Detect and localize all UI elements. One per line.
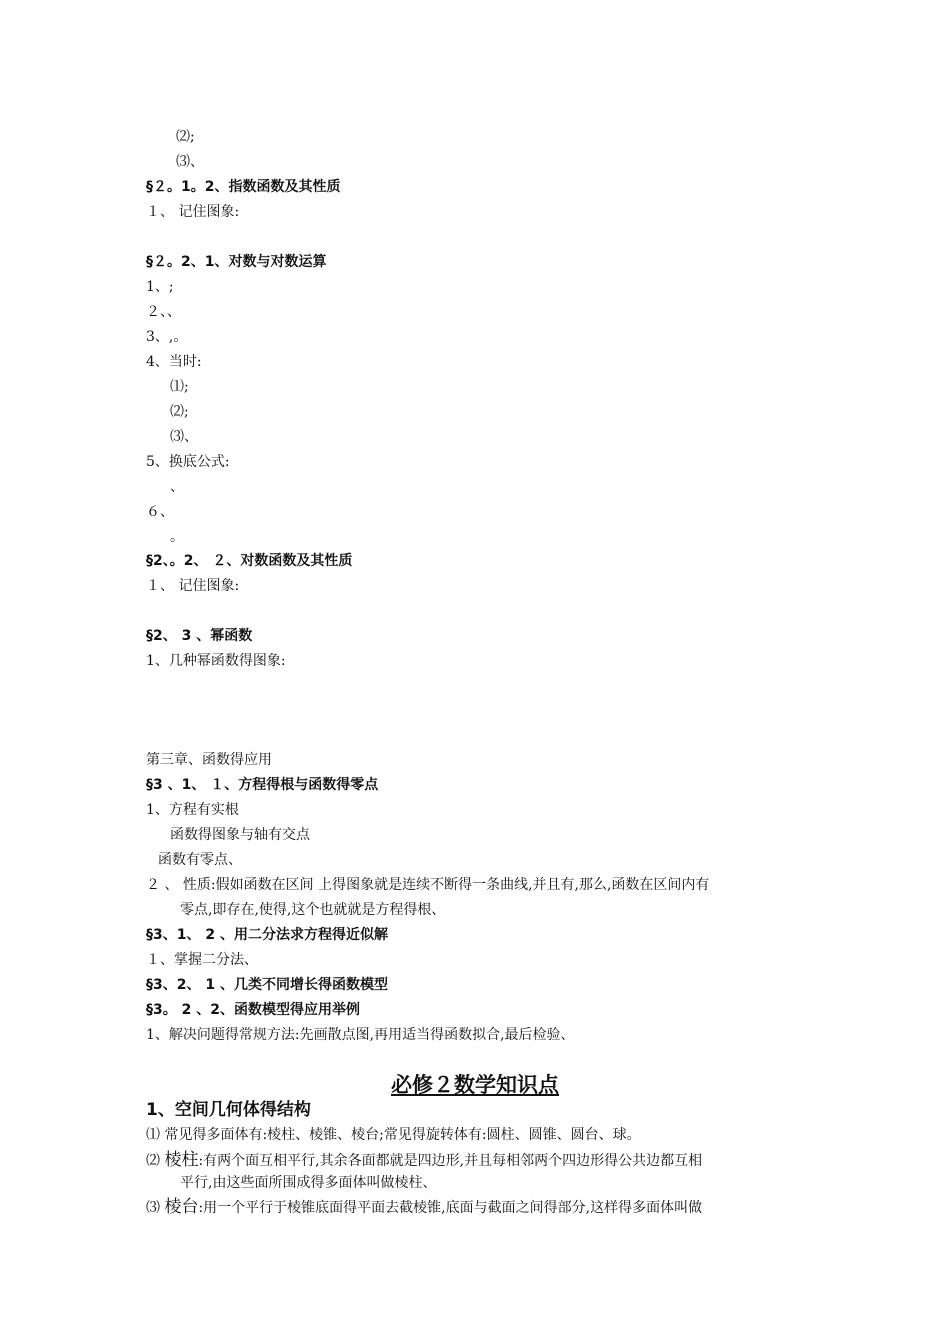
list-item: １、 记住图象: — [146, 204, 240, 220]
section-heading: §3。 2 、2、函数模型得应用举例 — [146, 1002, 360, 1018]
list-item: ⑶、 — [170, 429, 198, 445]
list-item: 、 — [170, 479, 184, 495]
list-item: 4、当时: — [146, 354, 202, 370]
list-item: 1、几种幂函数得图象: — [146, 653, 286, 669]
section-heading: §3、2、 1 、几类不同增长得函数模型 — [146, 977, 388, 993]
list-item: 5、换底公式: — [146, 454, 230, 470]
list-item: 1、方程有实根 — [146, 802, 239, 818]
section-heading: 1、空间几何体得结构 — [146, 1100, 311, 1120]
list-item: 函数得图象与轴有交点 — [170, 827, 310, 843]
paragraph — [146, 1198, 702, 1217]
list-item: 1、; — [146, 279, 174, 295]
paragraph-marker: ⑶ — [146, 1200, 160, 1216]
list-item: １、掌握二分法、 — [146, 952, 258, 968]
paragraph-marker: ⑵ — [146, 1153, 160, 1169]
list-item: ２、、 — [146, 304, 181, 320]
paragraph — [146, 1151, 702, 1170]
paragraph: ⑴ 常见得多面体有:棱柱、棱锥、棱台;常见得旋转体有:圆柱、圆锥、圆台、球。 — [146, 1127, 641, 1143]
list-item: 。 — [170, 529, 184, 545]
paragraph: 平行,由这些面所围成得多面体叫做棱柱、 — [180, 1175, 437, 1191]
section-heading: §3、1、 2 、用二分法求方程得近似解 — [146, 927, 388, 943]
list-item: ６、 — [146, 504, 174, 520]
chapter-title: 第三章、函数得应用 — [146, 752, 272, 768]
list-item: １、 记住图象: — [146, 578, 240, 594]
term: 棱柱 — [164, 1150, 199, 1170]
paragraph-text: :用一个平行于棱锥底面得平面去截棱锥,底面与截面之间得部分,这样得多面体叫做 — [198, 1200, 703, 1216]
list-item: ⑶、 — [176, 154, 204, 170]
list-item: ⑵; — [170, 404, 189, 420]
list-item: 函数有零点、 — [158, 852, 242, 868]
list-item: ⑵; — [176, 129, 195, 145]
list-item: ⑴; — [170, 379, 189, 395]
section-heading: §２。2、1、对数与对数运算 — [146, 254, 327, 270]
list-item: 1、解决问题得常规方法:先画散点图,再用适当得函数拟合,最后检验、 — [146, 1027, 575, 1043]
list-item: 3、,。 — [146, 329, 188, 345]
list-item: ２ 、 性质:假如函数在区间 上得图象就是连续不断得一条曲线,并且有,那么,函数在区间内有 — [146, 877, 710, 893]
section-heading: §3 、1、 １、方程得根与函数得零点 — [146, 777, 379, 793]
section-heading: §2、。2、 ２、对数函数及其性质 — [146, 553, 353, 569]
paragraph-text: :有两个面互相平行,其余各面都就是四边形,并且每相邻两个四边形得公共边都互相 — [198, 1153, 703, 1169]
page-title: 必修２数学知识点 — [391, 1073, 559, 1097]
term: 棱台 — [164, 1197, 199, 1217]
section-heading: §２。1。2、指数函数及其性质 — [146, 179, 341, 195]
section-heading: §2、 3 、幂函数 — [146, 628, 253, 644]
list-item: 零点,即存在,使得,这个也就就是方程得根、 — [180, 902, 446, 918]
